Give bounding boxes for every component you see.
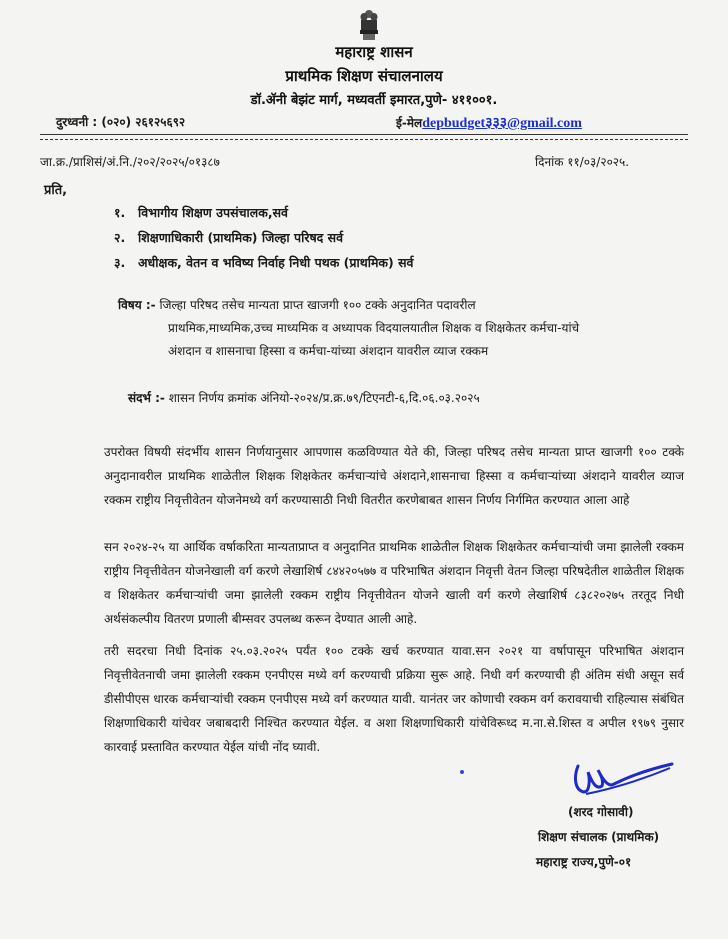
recipient-item: ३. अधीक्षक, वेतन व भविष्य निर्वाह निधी पथक (प्राथमिक) सर्व xyxy=(114,255,414,270)
ashoka-emblem-icon xyxy=(358,8,380,42)
subject-block xyxy=(118,294,638,363)
subject-line: प्राथमिक,माध्यमिक,उच्च माध्यमिक व अध्यापक विदयालयातील शिक्षक व शिक्षकेतर कर्मचा-यांचे xyxy=(168,321,580,335)
header-rule xyxy=(40,134,688,135)
reference-number: जा.क्र./प्राशिसं/अं.नि./२०२/२०२५/०१३८७ xyxy=(40,155,220,169)
subject-label: विषय :- xyxy=(118,298,156,312)
header-rule-dashed xyxy=(40,139,688,140)
subject-line: जिल्हा परिषद तसेच मान्यता प्राप्त खाजगी १०० टक्के अनुदानित पदावरील xyxy=(159,298,476,312)
reference-block xyxy=(128,389,480,406)
letter-date: दिनांक ११/०३/२०२५. xyxy=(535,155,630,169)
email-label: ई-मेल xyxy=(396,116,423,130)
body-paragraph-2: सन २०२४-२५ या आर्थिक वर्षाकरिता मान्यताप्राप्त व अनुदानित प्राथमिक शाळेतील शिक्षक शिक्षकेतर कर्मचाऱ्यांची जमा झालेली रक्कम राष्ट्रीय निवृत्तीवेतन योजनेखाली वर्ग करणे लेखाशिर्ष ८४४२०५७७ व परिभाषित अंशदान निवृत्ती वेतन जिल्हा परिषदेतील शाळेतील शिक्षक व शिक्षकेतर कर्मचाऱ्यांची जमा झालेली रक्कम राष्ट्रीय निवृत्तीवेतन योजने खाली वर्ग करणे लेखाशिर्ष ८३८२०२७५ तरतूद निधी अर्थसंकल्पीय वितरण प्रणाली बीम्सवर उपलब्ध करून देण्यात आली आहे. xyxy=(104,540,684,626)
signatory-name: (शरद गोसावी) xyxy=(568,805,634,819)
signature-mark xyxy=(566,760,676,800)
email-line xyxy=(396,113,582,132)
recipient-item: २. शिक्षणाधिकारी (प्राथमिक) जिल्हा परिषद सर्व xyxy=(114,230,344,245)
body-paragraph-3: तरी सदरचा निधी दिनांक २५.०३.२०२५ पर्यंत १०० टक्के खर्च करण्यात यावा.सन २०२१ या वर्षापासून परिभाषित अंशदान निवृत्तीवेतनाची जमा झालेली रक्कम एनपीएस मध्ये वर्ग करण्याची प्रक्रिया सुरू आहे. निधी वर्ग करण्याची ही अंतिम संधी असून सर्व डीसीपीएस धारक कर्मचाऱ्यांची रक्कम एनपीएस मध्ये वर्ग करण्यात यावी. यानंतर जर कोणाची रक्कम वर्ग करावयाची राहिल्यास संबंधित शिक्षणाधिकारी यांचेवर जबाबदारी निश्चित करण्यात येईल. व अशा शिक्षणाधिकारी यांचेविरूध्द म.ना.से.शिस्त व अपील १९७९ नुसार कारवाई प्रस्तावित करण्यात येईल यांची नोंद घ्यावी. xyxy=(104,644,684,754)
signatory-place: महाराष्ट्र राज्य,पुणे-०१ xyxy=(536,855,632,869)
ink-dot xyxy=(460,770,464,774)
office-title: प्राथमिक शिक्षण संचालनालय xyxy=(285,67,443,85)
phone-number: दुरध्वनी : (०२०) २६१२५६९२ xyxy=(56,115,186,129)
signatory-designation: शिक्षण संचालक (प्राथमिक) xyxy=(538,830,660,844)
reference-label: संदर्भ :- xyxy=(128,391,165,405)
subject-line: अंशदान व शासनाचा हिस्सा व कर्मचा-यांच्या अंशदान यावरील व्याज रक्कम xyxy=(168,344,489,358)
body-paragraph-1: उपरोक्त विषयी संदर्भीय शासन निर्णयानुसार आपणास कळविण्यात येते की, जिल्हा परिषद तसेच मान्यता प्राप्त खाजगी १०० टक्के अनुदानावरील प्राथमिक शाळेतील शिक्षक शिक्षकेतर कर्मचाऱ्यांचे अंशदाने,शासनाचा हिस्सा व कर्मचाऱ्यांच्या अंशदाने यावरील व्याज रक्कम राष्ट्रीय निवृत्तीवेतन योजनेमध्ये वर्ग करण्यासाठी निधी वितरीत करणेबाबत शासन निर्णय निर्गमित करण्यात आला आहे xyxy=(104,445,684,507)
to-label: प्रति, xyxy=(44,183,68,198)
email-link[interactable]: depbudget३३३@gmail.com xyxy=(422,116,582,131)
govt-title: महाराष्ट्र शासन xyxy=(335,43,413,61)
reference-text: शासन निर्णय क्रमांक अंनियो-२०२४/प्र.क्र.७९/टिएनटी-६,दि.०६.०३.२०२५ xyxy=(168,391,480,405)
recipient-item: १. विभागीय शिक्षण उपसंचालक,सर्व xyxy=(114,205,288,220)
office-address: डॉ.ॲनी बेझंट मार्ग, मध्यवर्ती इमारत,पुणे- ४११००१. xyxy=(250,93,498,108)
